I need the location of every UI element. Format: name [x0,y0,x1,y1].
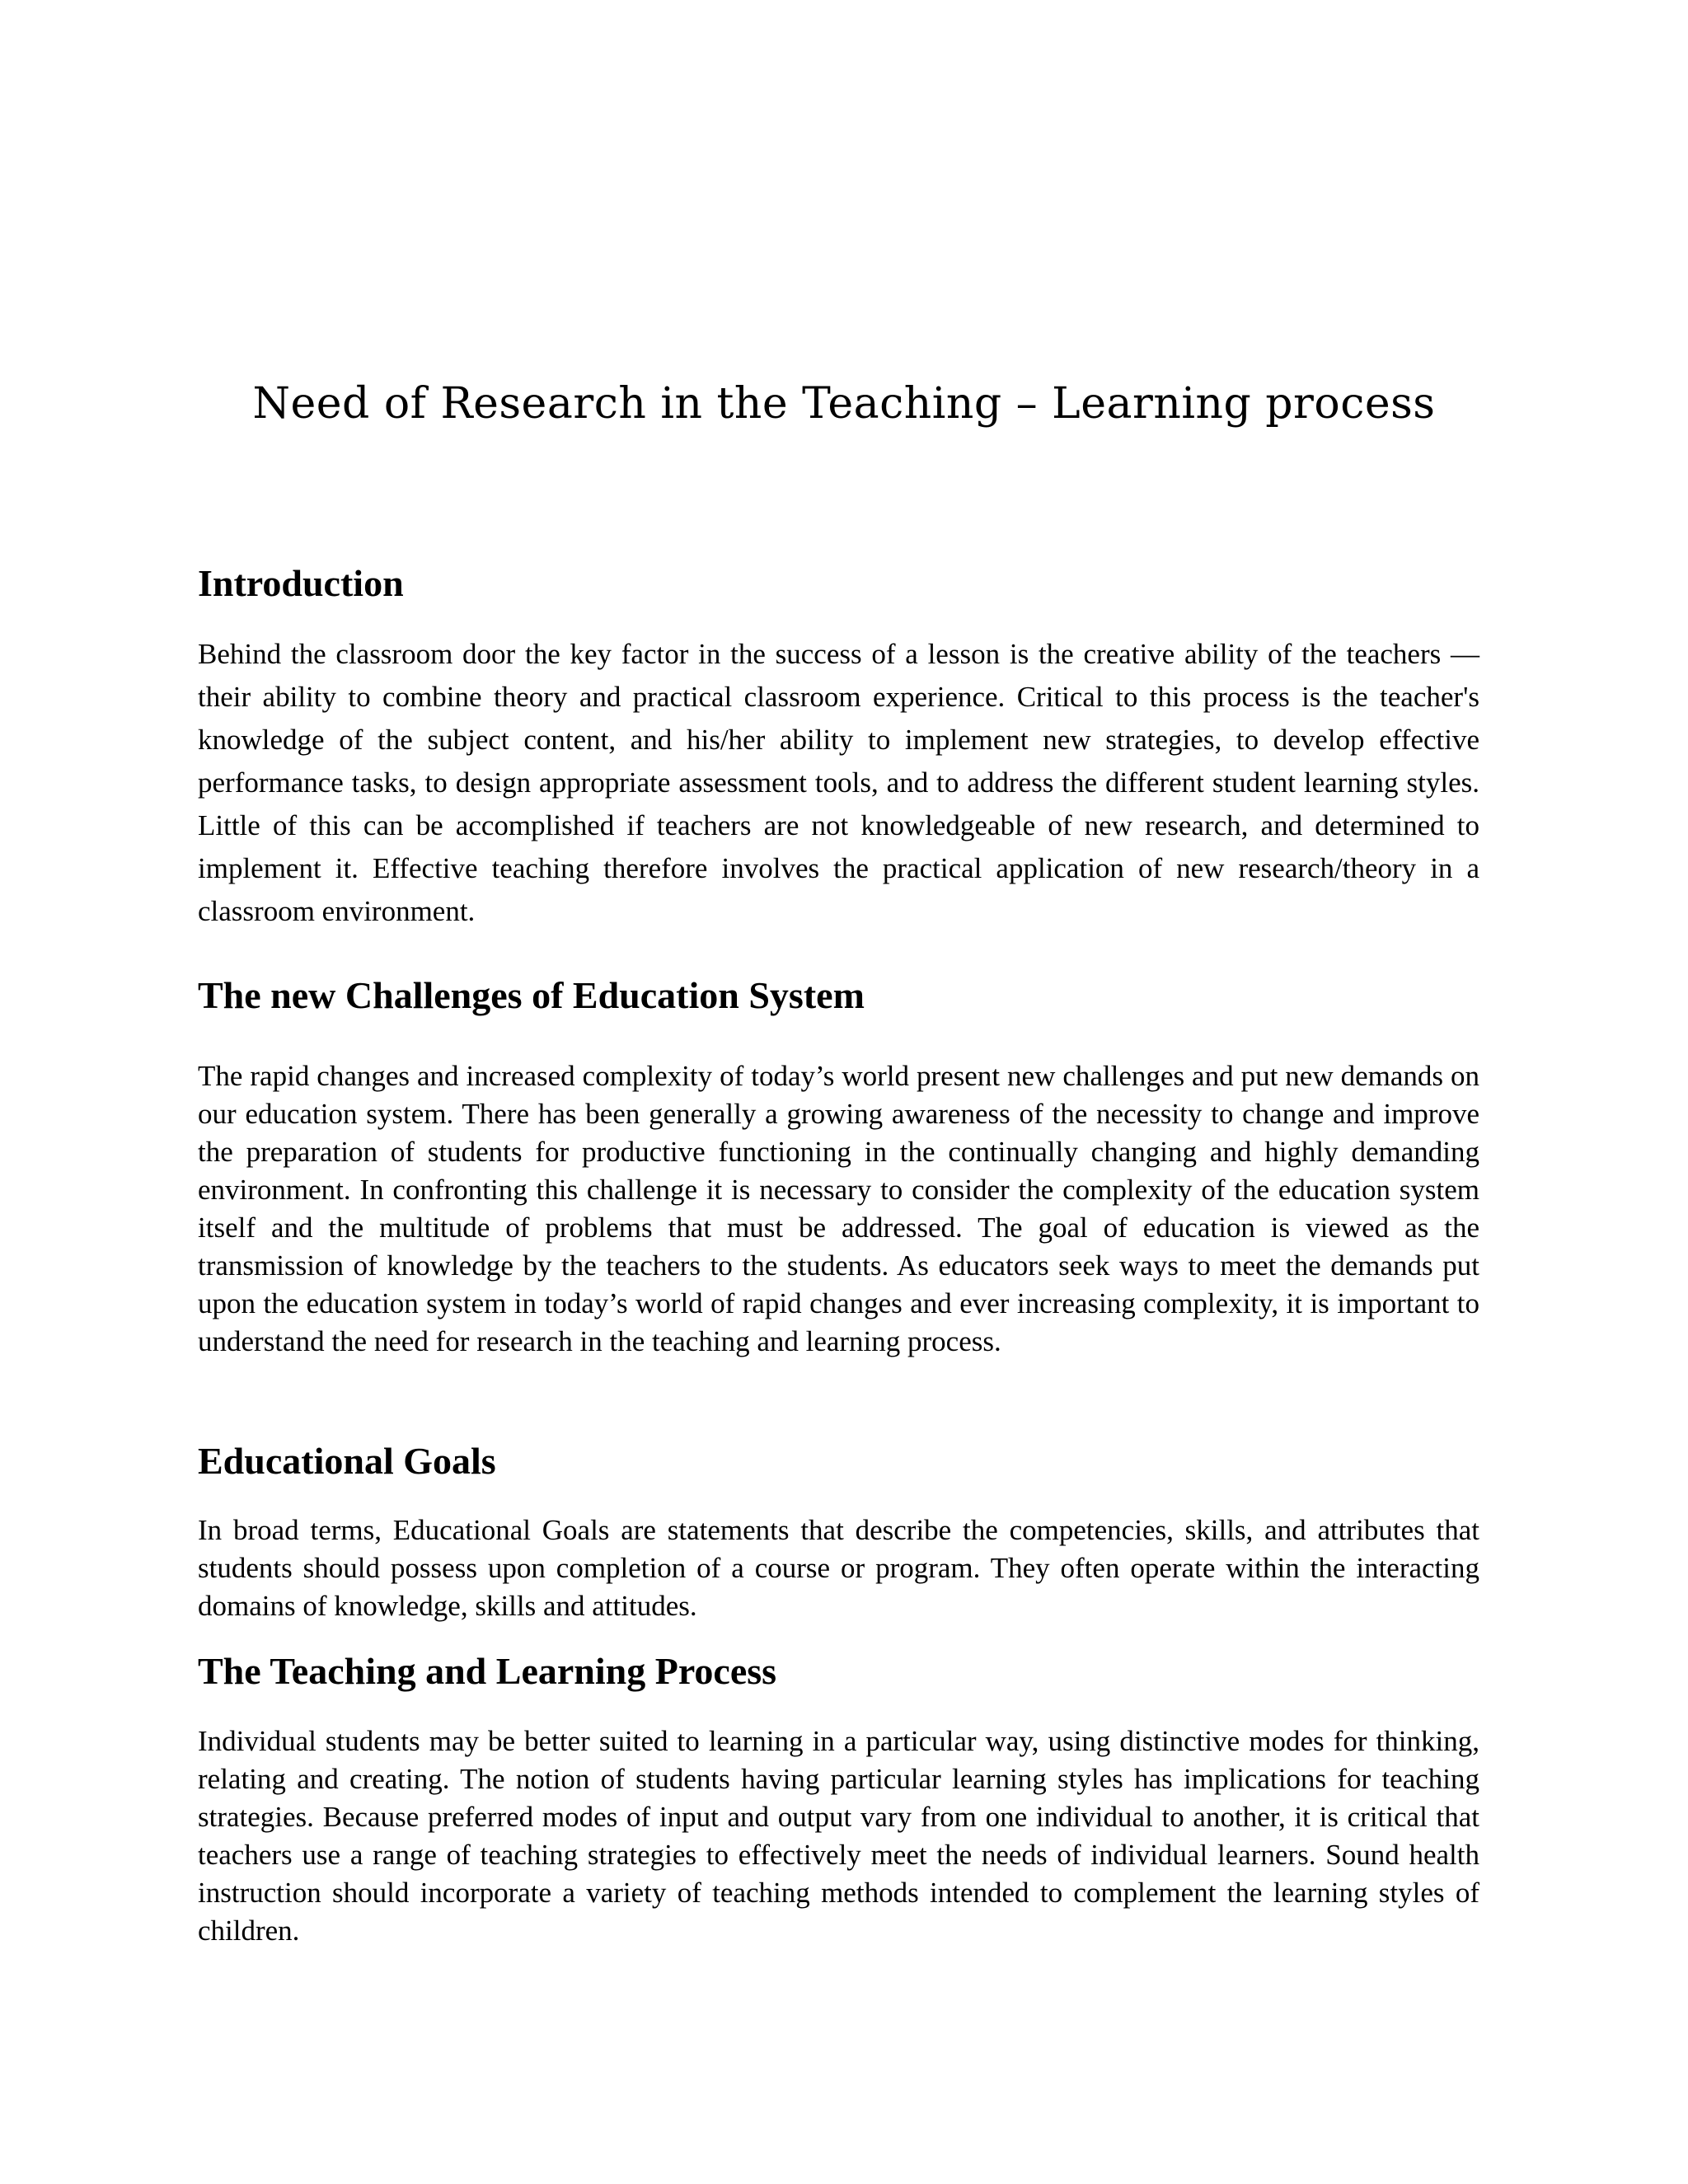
heading-educational-goals: Educational Goals [198,1440,496,1482]
paragraph-educational-goals: In broad terms, Educational Goals are statements that describe the competencies, skills, and attributes that students should possess upon completion of a course or program. They often operate within the interacting domains of knowledge, skills and attitudes. [198,1514,1479,1622]
paragraph-new-challenges: The rapid changes and increased complexity of today’s world present new challenges and put new demands on our education system. There has been generally a growing awareness of the necessity to change and improve the preparation of students for productive functioning in the continually changing and highly demanding environment. In confronting this challenge it is necessary to consider the complexity of the education system itself and the multitude of problems that must be addressed. The goal of education is viewed as the transmission of knowledge by the teachers to the students. As educators seek ways to meet the demands put upon the education system in today’s world of rapid changes and ever increasing complexity, it is important to understand the need for research in the teaching and learning process. [198,1060,1479,1357]
heading-new-challenges: The new Challenges of Education System [198,974,865,1016]
paragraph-teaching-learning-process: Individual students may be better suited to learning in a particular way, using distinctive modes for thinking, relating and creating. The notion of students having particular learning styles has implications for teaching strategies. Because preferred modes of input and output vary from one individual to another, it is critical that teachers use a range of teaching strategies to effectively meet the needs of individual learners. Sound health instruction should incorporate a variety of teaching methods intended to complement the learning styles of children. [198,1725,1479,1947]
page-title: Need of Research in the Teaching – Learning process [252,379,1436,429]
heading-teaching-learning-process: The Teaching and Learning Process [198,1650,777,1692]
heading-introduction: Introduction [198,562,404,604]
paragraph-introduction: Behind the classroom door the key factor in the success of a lesson is the creative ability of the teachers — their ability to combine theory and practical classroom experience. Critical to this process is the teacher's knowledge of the subject content, and his/her ability to implement new strategies, to develop effective performance tasks, to design appropriate assessment tools, and to address the different student learning styles. Little of this can be accomplished if teachers are not knowledgeable of new research, and determined to implement it. Effective teaching therefore involves the practical application of new research/theory in a classroom environment. [198,638,1479,927]
